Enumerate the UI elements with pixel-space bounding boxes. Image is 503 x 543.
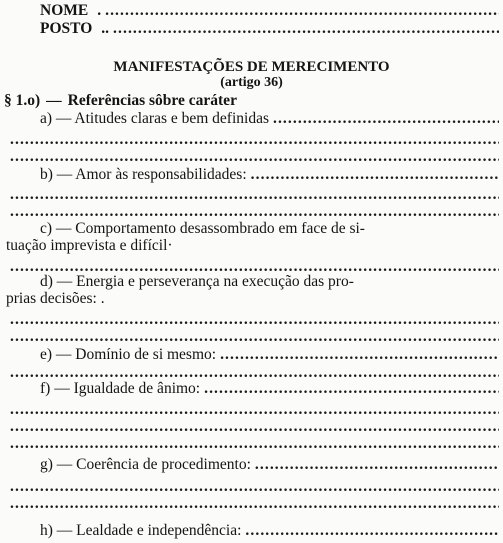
name-label: NOME: [40, 2, 89, 19]
section-heading: [4, 92, 499, 110]
item-g-answer-line[interactable]: [255, 456, 499, 474]
item-d-blank-line-2[interactable]: [6, 328, 499, 346]
dotted-line[interactable]: [10, 131, 499, 149]
item-d-line-2[interactable]: [6, 290, 499, 308]
name-dotted-line[interactable]: [105, 2, 499, 20]
item-a[interactable]: [40, 110, 499, 128]
item-f-blank-line-3[interactable]: [6, 435, 499, 453]
page-subtitle-row: [0, 74, 503, 92]
dotted-line[interactable]: [10, 435, 499, 453]
item-a-label: a) — Atitudes claras e bem definidas: [40, 110, 269, 127]
item-h-answer-line[interactable]: [245, 522, 499, 540]
dotted-line[interactable]: [10, 148, 499, 166]
item-b[interactable]: [40, 166, 499, 184]
item-g[interactable]: [40, 456, 499, 474]
item-b-label: b) — Amor às responsabilidades:: [40, 166, 247, 183]
page-title: MANIFESTAÇÕES DE MERECIMENTO: [113, 59, 390, 75]
rank-separator: ..: [101, 20, 110, 37]
item-b-blank-line-2[interactable]: [6, 203, 499, 221]
item-b-answer-line[interactable]: [251, 166, 499, 184]
item-e-label: e) — Domínio de si mesmo:: [40, 346, 217, 363]
section-dash: —: [46, 92, 62, 109]
dotted-line[interactable]: [10, 328, 499, 346]
item-c-label: c) — Comportamento desassombrado em face de si-: [40, 220, 365, 237]
rank-field[interactable]: [40, 20, 499, 38]
item-a-answer-line[interactable]: [273, 110, 499, 128]
dotted-line[interactable]: [10, 478, 499, 496]
item-d-line-1: [40, 273, 499, 291]
item-a-blank-line-2[interactable]: [6, 148, 499, 166]
item-d-label: d) — Energia e perseverança na execução das pro-: [40, 273, 354, 290]
item-g-blank-line-2[interactable]: [6, 495, 499, 513]
item-d-blank-line[interactable]: [6, 311, 499, 329]
item-e-answer-line[interactable]: [220, 346, 499, 364]
section-title: Referências sôbre caráter: [67, 92, 237, 109]
item-f-blank-line-2[interactable]: [6, 418, 499, 436]
item-f-blank-line[interactable]: [6, 401, 499, 419]
name-field[interactable]: [40, 2, 499, 20]
item-c-line-1: [40, 220, 499, 238]
item-f-label: f) — Igualdade de ânimo:: [40, 380, 201, 397]
dotted-line[interactable]: [10, 311, 499, 329]
item-e[interactable]: [40, 346, 499, 364]
item-c-line-2[interactable]: [6, 237, 499, 255]
item-d-label-continued: prias decisões: .: [6, 290, 105, 307]
item-f-answer-line[interactable]: [204, 380, 499, 398]
name-separator: .: [97, 2, 102, 19]
rank-dotted-line[interactable]: [113, 20, 499, 38]
item-b-blank-line[interactable]: [6, 186, 499, 204]
dotted-line[interactable]: [10, 203, 499, 221]
page-subtitle: (artigo 36): [220, 75, 283, 90]
section-number: § 1.o): [4, 92, 41, 109]
item-g-label: g) — Coerência de procedimento:: [40, 456, 251, 473]
item-f[interactable]: [40, 380, 499, 398]
item-h[interactable]: [40, 522, 499, 540]
dotted-line[interactable]: [10, 401, 499, 419]
rank-label: POSTO: [40, 20, 93, 37]
dotted-line[interactable]: [10, 418, 499, 436]
item-c-label-continued: tuação imprevista e difícil·: [6, 237, 173, 254]
dotted-line[interactable]: [10, 495, 499, 513]
item-h-label: h) — Lealdade e independência:: [40, 522, 242, 539]
item-g-blank-line[interactable]: [6, 478, 499, 496]
item-a-blank-line[interactable]: [6, 131, 499, 149]
dotted-line[interactable]: [10, 186, 499, 204]
